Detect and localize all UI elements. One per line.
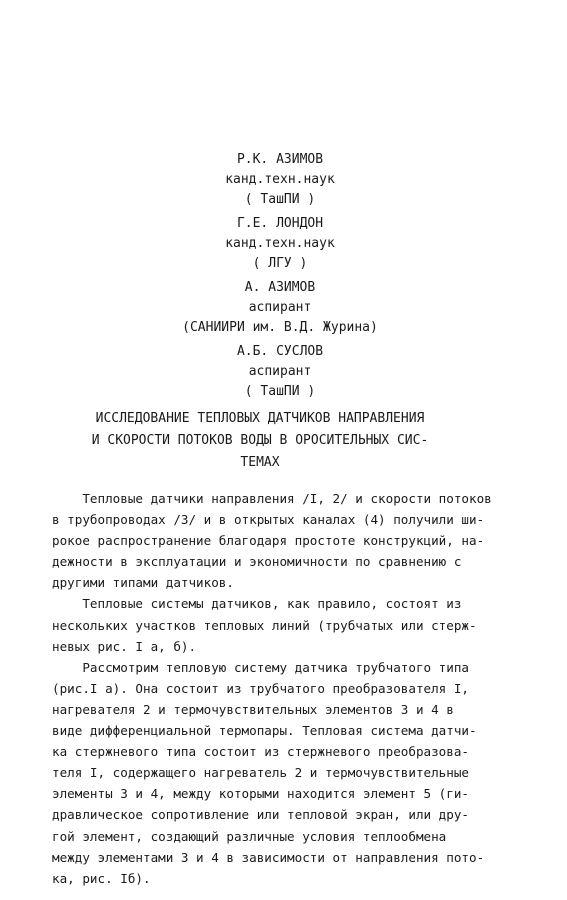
body-line: теля I, содержащего нагреватель 2 и термочувствительные	[52, 765, 470, 781]
author-4	[110, 342, 450, 402]
author-degree: канд.техн.наук	[225, 236, 335, 251]
body-line: (рис.I а). Она состоит из трубчатого преобразователя I,	[52, 680, 470, 696]
body-line: дравлическое сопротивление или тепловой экран, или дру-	[52, 807, 470, 823]
author-name: А. АЗИМОВ	[244, 280, 316, 295]
body-line: между элементами 3 и 4 в зависимости от направления пото-	[52, 849, 485, 865]
body-line: Тепловые датчики направления /I, 2/ и скорости потоков	[52, 491, 492, 506]
author-degree: аспирант	[248, 364, 312, 379]
body-line: ка стержневого типа состоит из стержневого преобразова-	[52, 744, 470, 760]
author-affiliation: (САНИИРИ им. В.Д. Журина)	[182, 320, 378, 335]
body-line: Тепловые системы датчиков, как правило, состоят из	[52, 596, 462, 612]
title-line: И СКОРОСТИ ПОТОКОВ ВОДЫ В ОРОСИТЕЛЬНЫХ СИС-	[91, 433, 429, 448]
author-affiliation: ( ТашПИ )	[244, 192, 316, 207]
body-line: виде дифференциальной термопары. Тепловая система датчи-	[52, 723, 477, 739]
author-degree: канд.техн.наук	[225, 172, 335, 187]
body-line: рокое распространение благодаря простоте конструкций, на-	[52, 533, 485, 549]
title-line: ИССЛЕДОВАНИЕ ТЕПЛОВЫХ ДАТЧИКОВ НАПРАВЛЕНИЯ	[95, 411, 425, 426]
body-line: гой элемент, создающий различные условия теплообмена	[52, 828, 447, 844]
author-3	[110, 278, 450, 338]
body-line: другими типами датчиков.	[52, 575, 234, 591]
body-line: нескольких участков тепловых линий (трубчатых или стерж-	[52, 617, 477, 633]
author-1	[110, 150, 450, 210]
author-degree: аспирант	[248, 300, 312, 315]
body-line: невых рис. I а, б).	[52, 638, 197, 654]
author-2	[110, 214, 450, 274]
author-name: А.Б. СУСЛОВ	[236, 344, 324, 359]
body-line: Рассмотрим тепловую систему датчика трубчатого типа	[52, 659, 470, 675]
article-title	[80, 408, 440, 474]
body-line: дежности в эксплуатации и экономичности по сравнению с	[52, 554, 462, 570]
author-name: Г.Е. ЛОНДОН	[236, 216, 324, 231]
author-list	[110, 150, 450, 406]
title-line: ТЕМАХ	[240, 455, 280, 470]
author-affiliation: ( ТашПИ )	[244, 384, 316, 399]
body-line: элементы 3 и 4, между которыми находится элемент 5 (ги-	[52, 786, 470, 802]
author-name: Р.К. АЗИМОВ	[236, 152, 324, 167]
body-line: в трубопроводах /3/ и в открытых каналах (4) получили ши-	[52, 512, 485, 528]
body-line: ка, рис. Iб).	[52, 870, 151, 886]
body-line: нагревателя 2 и термочувствительных элементов 3 и 4 в	[52, 701, 454, 717]
author-affiliation: ( ЛГУ )	[252, 256, 308, 271]
article-body	[52, 488, 532, 889]
